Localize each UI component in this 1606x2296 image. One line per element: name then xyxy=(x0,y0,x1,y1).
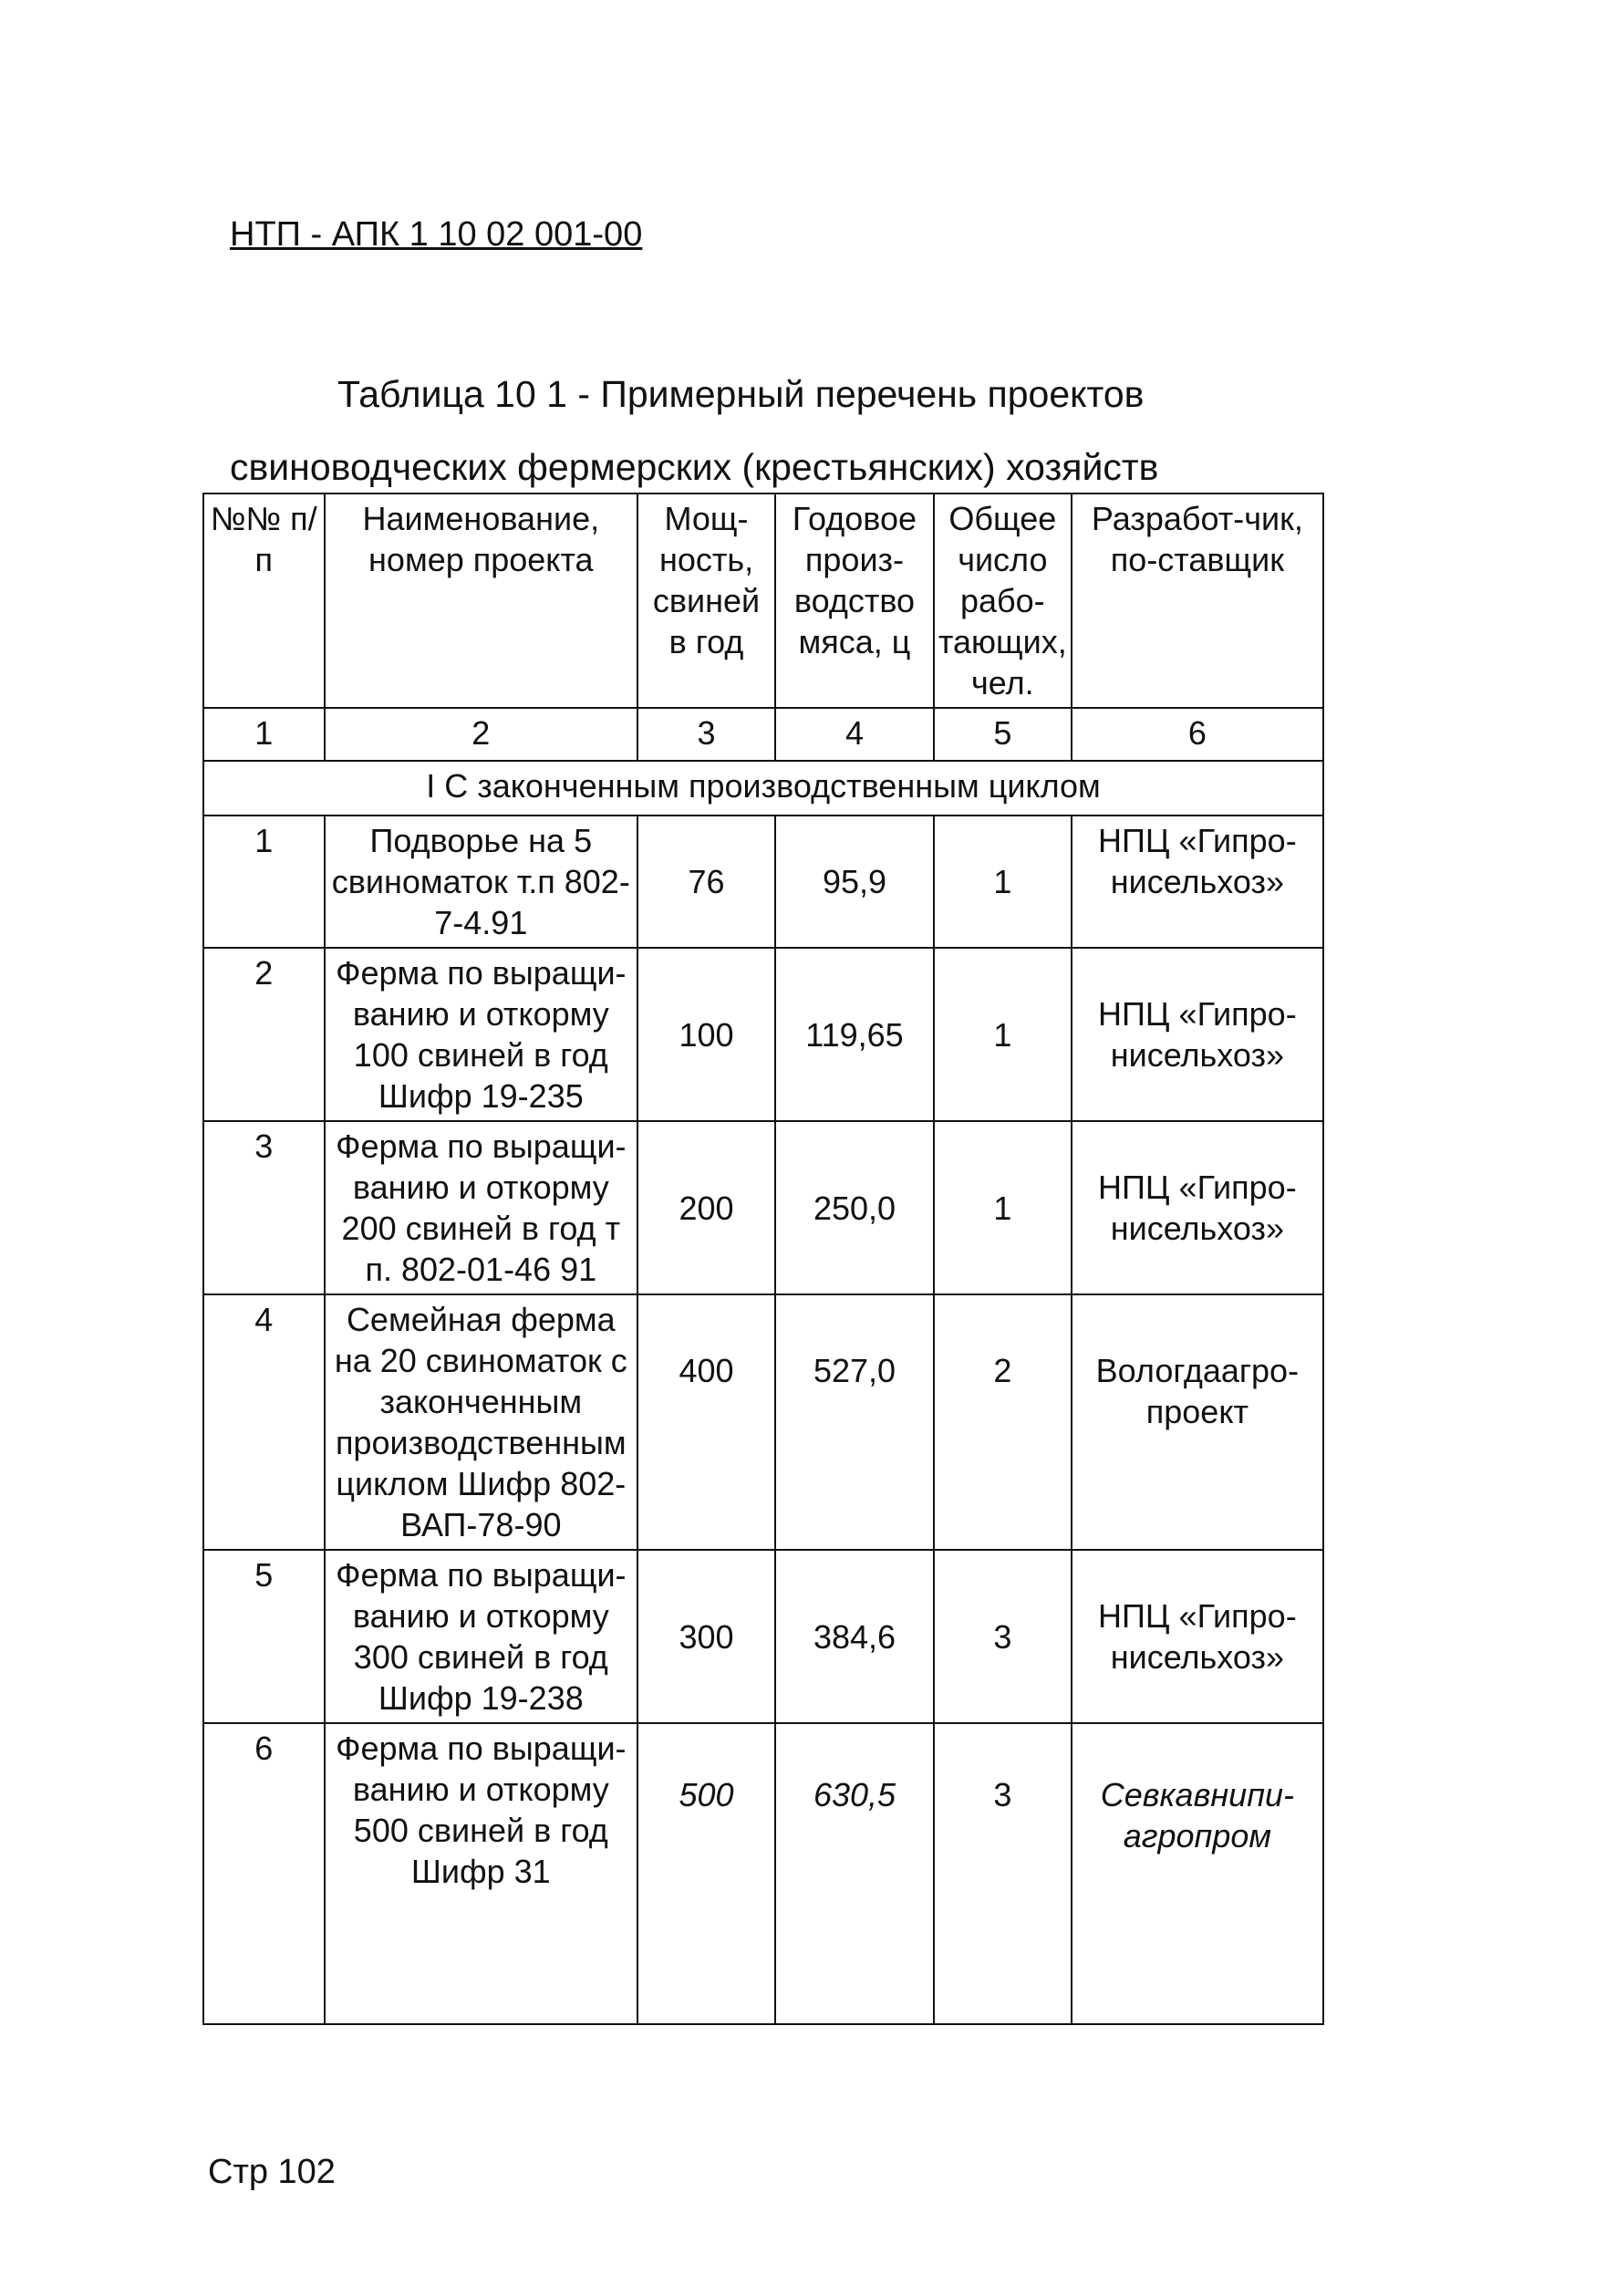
row-capacity: 200 xyxy=(637,1121,775,1294)
table-row xyxy=(203,948,1323,1121)
row-meat: 630,5 xyxy=(775,1723,934,2024)
row-meat: 119,65 xyxy=(775,948,934,1121)
row-workers: 1 xyxy=(934,948,1072,1121)
row-name: Семейная ферма на 20 свиноматок с законченным производственным циклом Шифр 802-ВАП-78-90 xyxy=(325,1294,637,1550)
table-row xyxy=(203,816,1323,948)
row-developer: НПЦ «Гипро-нисельхоз» xyxy=(1072,816,1323,948)
row-developer xyxy=(1072,1723,1323,2024)
column-number: 2 xyxy=(325,708,637,761)
column-number: 1 xyxy=(203,708,325,761)
row-meat: 527,0 xyxy=(775,1294,934,1550)
table-caption xyxy=(230,358,1370,504)
row-capacity: 76 xyxy=(637,816,775,948)
header-workers: Общее число рабо-тающих, чел. xyxy=(934,493,1072,708)
header-number: №№ п/п xyxy=(203,493,325,708)
row-capacity: 400 xyxy=(637,1294,775,1550)
section-title: I С законченным производственным циклом xyxy=(203,761,1323,816)
row-name: Ферма по выращи-ванию и откорму 300 свиней в год Шифр 19-238 xyxy=(325,1550,637,1723)
section-row xyxy=(203,761,1323,816)
developer-name: Севкавнипи-агропром xyxy=(1100,1776,1295,1854)
row-name: Ферма по выращи-ванию и откорму 100 свиней в год Шифр 19-235 xyxy=(325,948,637,1121)
row-number: 5 xyxy=(203,1550,325,1723)
row-number: 1 xyxy=(203,816,325,948)
row-number: 6 xyxy=(203,1723,325,2024)
column-number: 4 xyxy=(775,708,934,761)
row-workers: 1 xyxy=(934,1121,1072,1294)
row-capacity: 500 xyxy=(637,1723,775,2024)
projects-table xyxy=(202,493,1324,2025)
document-code: НТП - АПК 1 10 02 001-00 xyxy=(230,215,643,254)
row-number: 3 xyxy=(203,1121,325,1294)
row-name: Ферма по выращи-ванию и откорму 200 свиней в год т п. 802-01-46 91 xyxy=(325,1121,637,1294)
caption-line-2: свиноводческих фермерских (крестьянских) хозяйств xyxy=(230,446,1159,488)
column-number: 3 xyxy=(637,708,775,761)
column-number: 6 xyxy=(1072,708,1323,761)
row-developer: НПЦ «Гипро-нисельхоз» xyxy=(1072,1121,1323,1294)
caption-line-1: Таблица 10 1 - Примерный перечень проектов xyxy=(337,373,1145,415)
row-workers: 3 xyxy=(934,1723,1072,2024)
row-name: Подворье на 5 свиноматок т.п 802-7-4.91 xyxy=(325,816,637,948)
row-developer: НПЦ «Гипро-нисельхоз» xyxy=(1072,1550,1323,1723)
row-workers: 2 xyxy=(934,1294,1072,1550)
table-row xyxy=(203,1294,1323,1550)
table-row xyxy=(203,1723,1323,2024)
row-workers: 1 xyxy=(934,816,1072,948)
column-number-row xyxy=(203,708,1323,761)
column-number: 5 xyxy=(934,708,1072,761)
header-meat-output: Годовое произ-водство мяса, ц xyxy=(775,493,934,708)
row-meat: 250,0 xyxy=(775,1121,934,1294)
header-capacity: Мощ-ность, свиней в год xyxy=(637,493,775,708)
header-row xyxy=(203,493,1323,708)
table-row xyxy=(203,1550,1323,1723)
row-capacity: 100 xyxy=(637,948,775,1121)
row-number: 4 xyxy=(203,1294,325,1550)
header-developer: Разработ-чик, по-ставщик xyxy=(1072,493,1323,708)
row-workers: 3 xyxy=(934,1550,1072,1723)
table-row xyxy=(203,1121,1323,1294)
row-developer: Вологдаагро-проект xyxy=(1072,1294,1323,1550)
row-number: 2 xyxy=(203,948,325,1121)
row-capacity: 300 xyxy=(637,1550,775,1723)
page-number: Стр 102 xyxy=(208,2153,336,2191)
row-meat: 95,9 xyxy=(775,816,934,948)
header-name: Наименование, номер проекта xyxy=(325,493,637,708)
row-meat: 384,6 xyxy=(775,1550,934,1723)
row-developer: НПЦ «Гипро-нисельхоз» xyxy=(1072,948,1323,1121)
row-name: Ферма по выращи-ванию и откорму 500 свиней в год Шифр 31 xyxy=(325,1723,637,2024)
